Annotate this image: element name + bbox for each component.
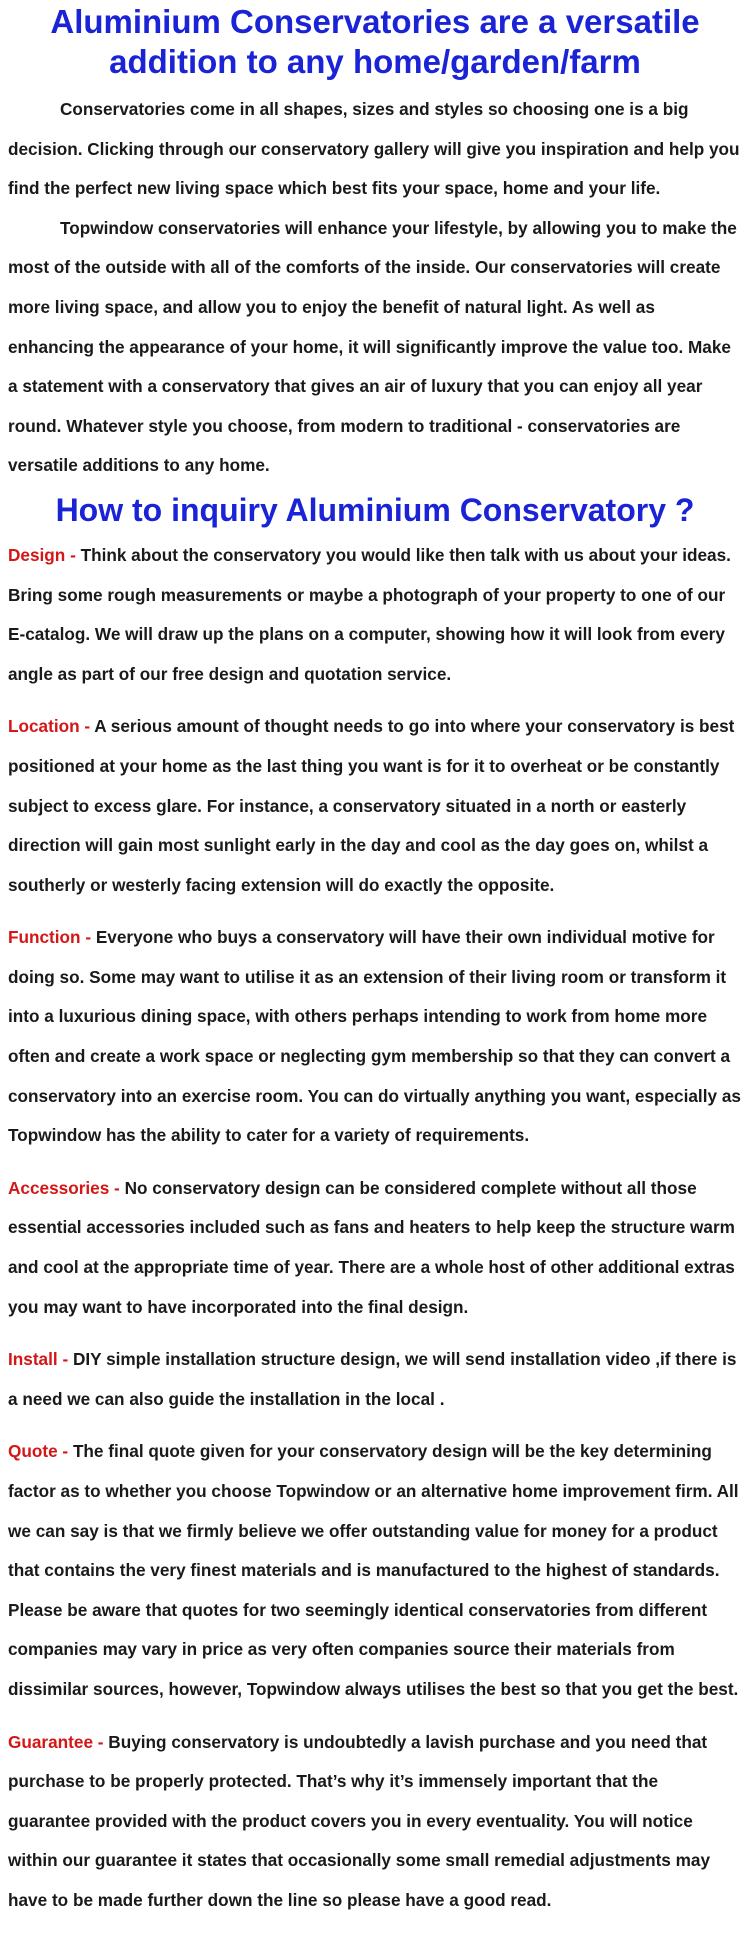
section-label: Install -	[8, 1349, 73, 1370]
section-text: Everyone who buys a conservatory will have their own individual motive for doing so. Some may want to utilise it as an extension of their living room or transform it into a luxurious dining space, with others perhaps intending to work from home more often and create a work space or neglecting gym membership so that they can convert a conservatory into an exercise room. You can do virtually anything you want, especially as Topwindow has the ability to cater for a variety of requirements.	[8, 927, 741, 1146]
section-paragraph	[8, 1723, 742, 1921]
section-text: A serious amount of thought needs to go into where your conservatory is best positioned at your home as the last thing you want is for it to overheat or be constantly subject to excess glare. For instance, a conservatory situated in a north or easterly direction will gain most sunlight early in the day and cool as the day goes on, whilst a southerly or westerly facing extension will do exactly the opposite.	[8, 716, 735, 895]
section-paragraph	[8, 1340, 742, 1419]
section-quote	[8, 1432, 742, 1709]
section-paragraph	[8, 1432, 742, 1709]
section-label: Function -	[8, 927, 96, 948]
section-paragraph	[8, 918, 742, 1156]
section-label: Quote -	[8, 1441, 73, 1462]
section-guarantee	[8, 1723, 742, 1921]
document-page	[0, 2, 750, 1921]
section-text: No conservatory design can be considered complete without all those essential accessories included such as fans and heaters to help keep the structure warm and cool at the appropriate time of year. There are a whole host of other additional extras you may want to have incorporated into the final design.	[8, 1177, 735, 1317]
section-heading: How to inquiry Aluminium Conservatory ?	[55, 491, 695, 528]
intro-block	[8, 90, 742, 486]
section-paragraph	[8, 536, 742, 694]
section-label: Guarantee -	[8, 1731, 109, 1752]
section-location	[8, 707, 742, 905]
intro-paragraph-1: Conservatories come in all shapes, sizes and styles so choosing one is a big decision. Clicking through our conservatory gallery will give you inspiration and help you find the perfect new living space which best fits your space, home and your life.	[8, 99, 740, 199]
section-label: Design -	[8, 544, 81, 565]
section-function	[8, 918, 742, 1156]
section-design	[8, 536, 742, 694]
section-text: The final quote given for your conservatory design will be the key determining factor as to whether you choose Topwindow or an alternative home improvement firm. All we can say is that we firmly believe we offer outstanding value for money for a product that contains the very finest materials and is manufactured to the highest of standards. Please be aware that quotes for two seemingly identical conservatories from different companies may vary in price as very often companies source their materials from dissimilar sources, however, Topwindow always utilises the best so that you get the best.	[8, 1441, 739, 1699]
section-label: Location -	[8, 716, 95, 737]
section-text: DIY simple installation structure design, we will send installation video ,if there is a need we can also guide the installation in the local .	[8, 1349, 737, 1409]
section-paragraph	[8, 1169, 742, 1327]
intro-paragraph-2: Topwindow conservatories will enhance your lifestyle, by allowing you to make the most of the outside with all of the comforts of the inside. Our conservatories will create more living space, and allow you to enjoy the benefit of natural light. As well as enhancing the appearance of your home, it will significantly improve the value too. Make a statement with a conservatory that gives an air of luxury that you can enjoy all year round. Whatever style you choose, from modern to traditional - conservatories are versatile additions to any home.	[8, 217, 737, 476]
page-title: Aluminium Conservatories are a versatile addition to any home/garden/farm	[50, 3, 700, 80]
section-label: Accessories -	[8, 1177, 125, 1198]
section-text: Buying conservatory is undoubtedly a lavish purchase and you need that purchase to be properly protected. That’s why it’s immensely important that the guarantee provided with the product covers you in every eventuality. You will notice within our guarantee it states that occasionally some small remedial adjustments may have to be made further down the line so please have a good read.	[8, 1731, 711, 1910]
section-accessories	[8, 1169, 742, 1327]
section-paragraph	[8, 707, 742, 905]
section-install	[8, 1340, 742, 1419]
section-text: Think about the conservatory you would like then talk with us about your ideas. Bring some rough measurements or maybe a photograph of your property to one of our E-catalog. We will draw up the plans on a computer, showing how it will look from every angle as part of our free design and quotation service.	[8, 544, 731, 684]
